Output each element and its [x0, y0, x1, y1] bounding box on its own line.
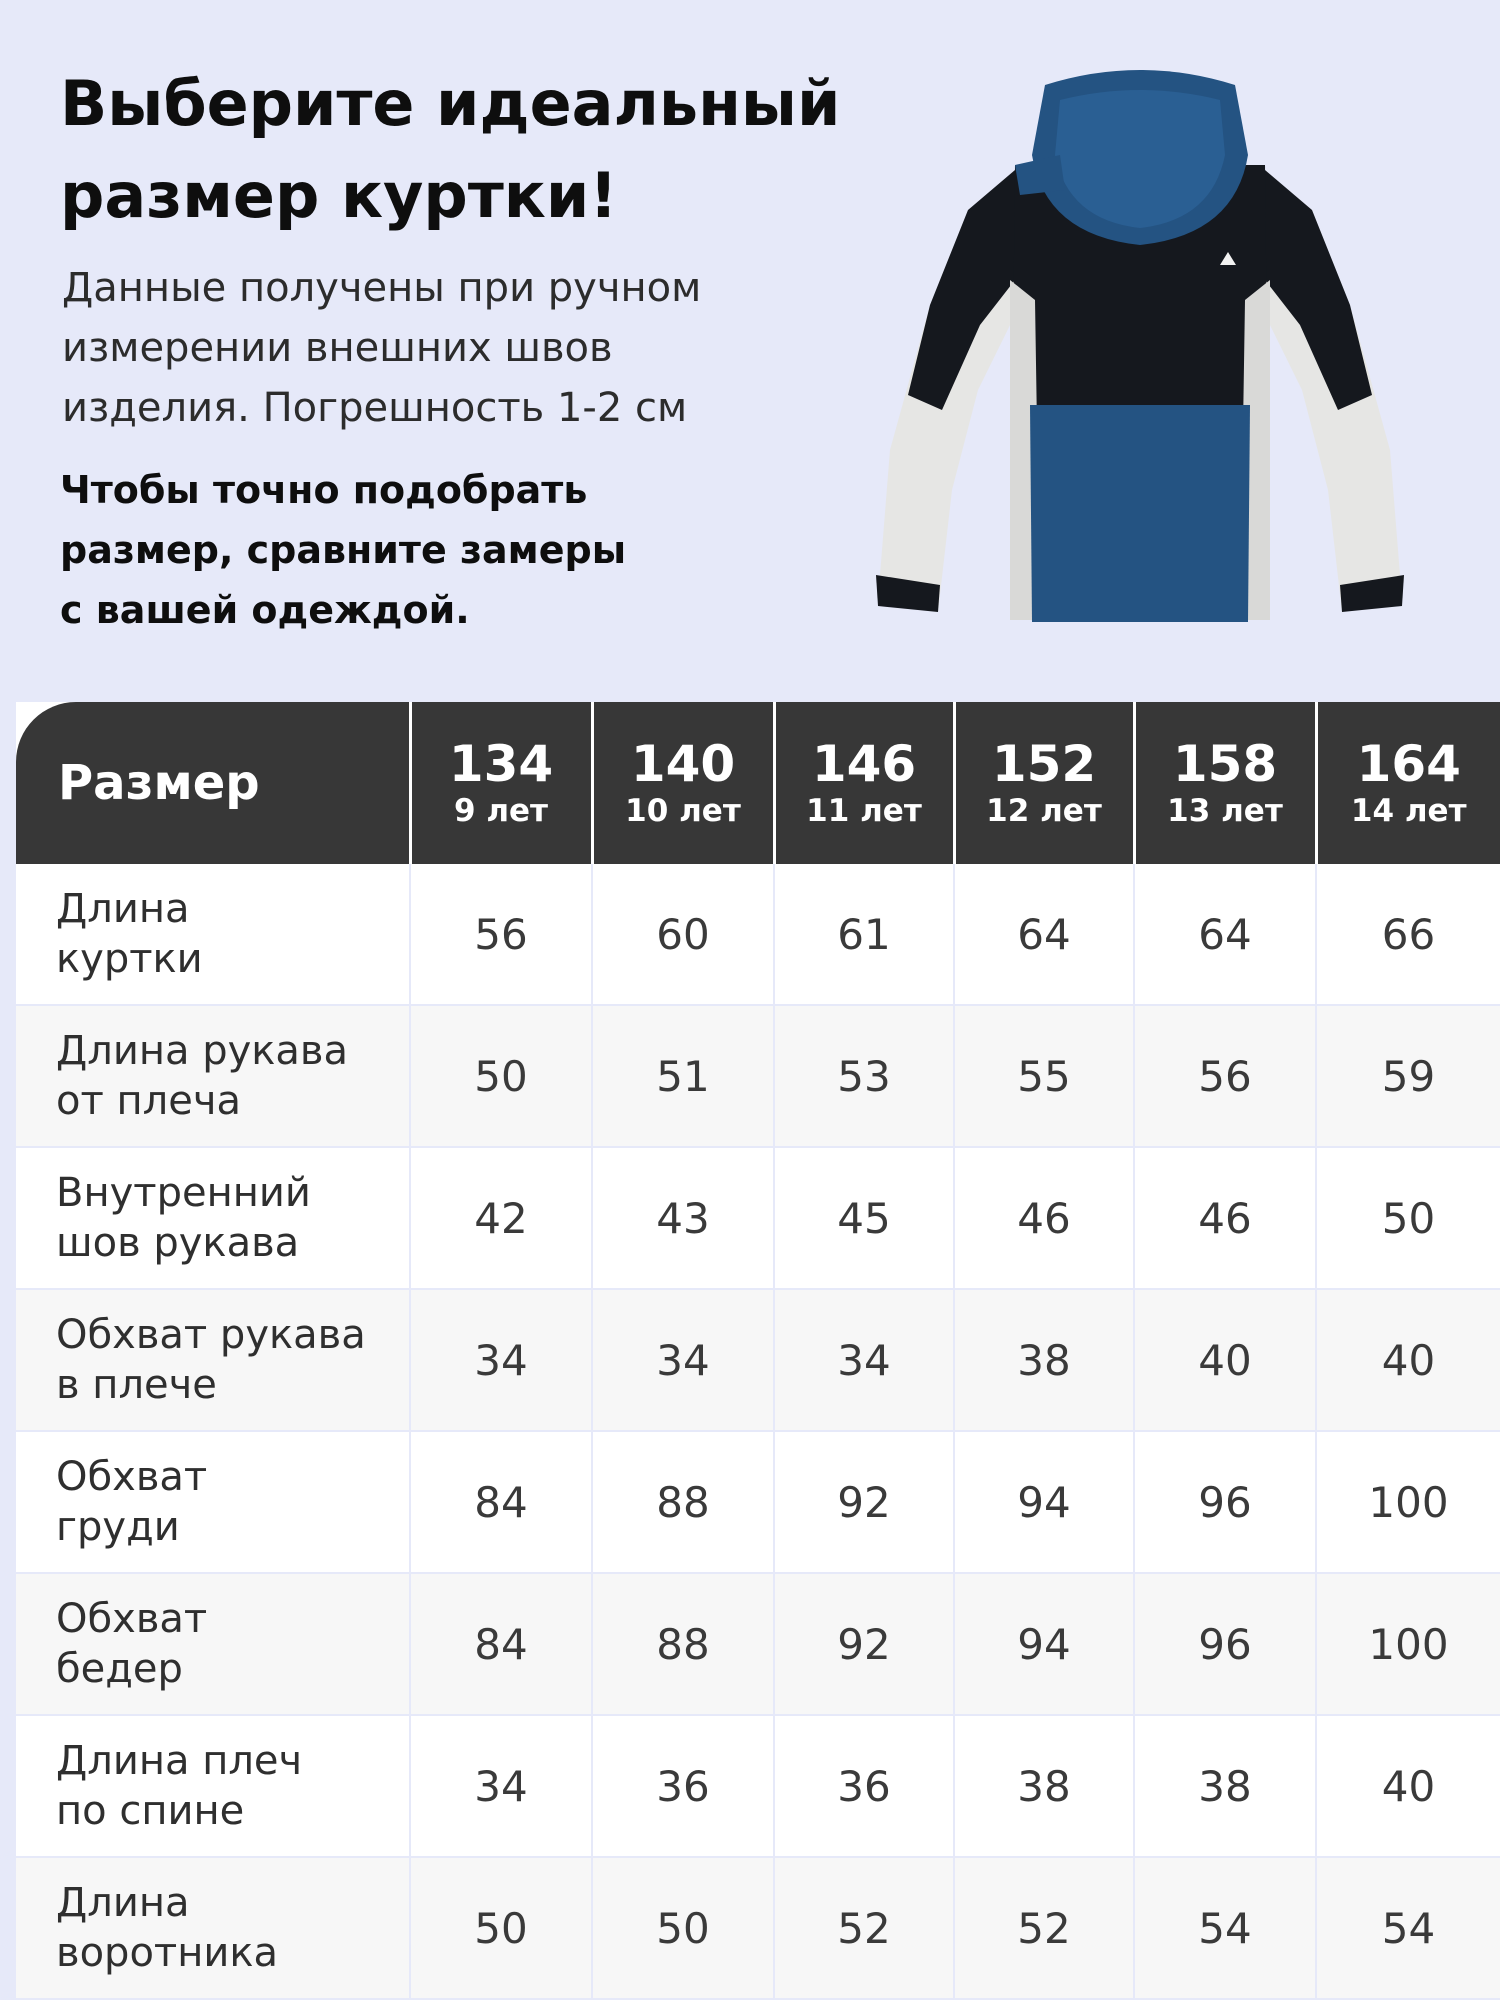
- measurement-label: [16, 1857, 410, 1999]
- fit-advice: [60, 460, 780, 640]
- size-age: 9 лет: [453, 793, 549, 829]
- measurement-value: 59: [1316, 1005, 1500, 1147]
- measurement-label-line: Обхват: [56, 1454, 208, 1500]
- measurement-value: 88: [592, 1573, 774, 1715]
- measurement-value: 51: [592, 1005, 774, 1147]
- measurement-value: 61: [774, 864, 954, 1005]
- measurement-label-line: бедер: [56, 1646, 183, 1692]
- measurement-label-line: Длина: [56, 1880, 190, 1926]
- measurement-label-line: Обхват: [56, 1596, 208, 1642]
- measurement-value: 56: [1134, 1005, 1316, 1147]
- table-row: [16, 1715, 1500, 1857]
- measurement-value: 94: [954, 1573, 1134, 1715]
- size-age: 11 лет: [806, 793, 922, 829]
- measurement-value: 50: [410, 1005, 592, 1147]
- size-value: 134: [448, 735, 554, 793]
- measurement-value: 46: [1134, 1147, 1316, 1289]
- measurement-value: 40: [1316, 1289, 1500, 1431]
- measurement-value: 46: [954, 1147, 1134, 1289]
- measurement-value: 43: [592, 1147, 774, 1289]
- measurement-label-line: Внутренний: [56, 1170, 311, 1216]
- measurement-value: 34: [410, 1715, 592, 1857]
- measurement-value: 34: [592, 1289, 774, 1431]
- jacket-image: [860, 60, 1420, 640]
- measurement-label: [16, 864, 410, 1005]
- size-column-header: [1316, 702, 1500, 864]
- measurement-value: 92: [774, 1573, 954, 1715]
- table-row: [16, 1573, 1500, 1715]
- measurement-value: 36: [774, 1715, 954, 1857]
- size-column-header: [954, 702, 1134, 864]
- measurement-value: 96: [1134, 1431, 1316, 1573]
- measurement-value: 36: [592, 1715, 774, 1857]
- hero-section: [0, 0, 1500, 700]
- measurement-value: 100: [1316, 1431, 1500, 1573]
- measurement-value: 54: [1134, 1857, 1316, 1999]
- size-column-header: [774, 702, 954, 864]
- measurement-label-line: в плече: [56, 1362, 217, 1408]
- measurement-note: [62, 258, 782, 438]
- measurement-label-line: Длина: [56, 886, 190, 932]
- title-line: размер куртки!: [60, 159, 618, 232]
- measurement-value: 52: [774, 1857, 954, 1999]
- measurement-value: 50: [592, 1857, 774, 1999]
- measurement-value: 50: [410, 1857, 592, 1999]
- size-value: 152: [991, 735, 1097, 793]
- size-table-body: [16, 864, 1500, 1999]
- advice-line: Чтобы точно подобрать: [60, 468, 588, 512]
- measurement-value: 84: [410, 1431, 592, 1573]
- measurement-label-line: Длина плеч: [56, 1738, 303, 1784]
- measurement-label-line: Длина рукава: [56, 1028, 349, 1074]
- measurement-value: 40: [1134, 1289, 1316, 1431]
- size-value: 140: [630, 735, 736, 793]
- measurement-value: 56: [410, 864, 592, 1005]
- jacket-shoulder: [1015, 155, 1065, 195]
- size-column-header: [410, 702, 592, 864]
- jacket-lower-panel: [1030, 405, 1250, 622]
- measurement-value: 100: [1316, 1573, 1500, 1715]
- measurement-value: 38: [954, 1715, 1134, 1857]
- measurement-label-line: воротника: [56, 1930, 279, 1976]
- size-chart-table: [16, 702, 1500, 2000]
- measurement-value: 84: [410, 1573, 592, 1715]
- table-row: [16, 1431, 1500, 1573]
- table-row: [16, 864, 1500, 1005]
- measurement-value: 60: [592, 864, 774, 1005]
- note-line: Данные получены при ручном: [62, 265, 702, 311]
- size-header-label: Размер: [16, 702, 410, 864]
- measurement-value: 66: [1316, 864, 1500, 1005]
- measurement-label: [16, 1005, 410, 1147]
- measurement-value: 34: [774, 1289, 954, 1431]
- measurement-label-line: груди: [56, 1504, 180, 1550]
- measurement-value: 64: [954, 864, 1134, 1005]
- measurement-value: 38: [954, 1289, 1134, 1431]
- table-row: [16, 1005, 1500, 1147]
- note-line: изделия. Погрешность 1-2 см: [62, 385, 688, 431]
- size-value: 146: [811, 735, 917, 793]
- size-age: 12 лет: [986, 793, 1102, 829]
- measurement-value: 45: [774, 1147, 954, 1289]
- measurement-value: 55: [954, 1005, 1134, 1147]
- measurement-value: 50: [1316, 1147, 1500, 1289]
- measurement-value: 34: [410, 1289, 592, 1431]
- measurement-value: 92: [774, 1431, 954, 1573]
- measurement-label: [16, 1289, 410, 1431]
- size-column-header: [592, 702, 774, 864]
- advice-line: размер, сравните замеры: [60, 528, 627, 572]
- measurement-value: 54: [1316, 1857, 1500, 1999]
- measurement-value: 96: [1134, 1573, 1316, 1715]
- size-age: 14 лет: [1350, 793, 1467, 829]
- size-age: 13 лет: [1167, 793, 1283, 829]
- note-line: измерении внешних швов: [62, 325, 613, 371]
- measurement-value: 88: [592, 1431, 774, 1573]
- measurement-label-line: куртки: [56, 936, 203, 982]
- measurement-label: [16, 1573, 410, 1715]
- measurement-value: 52: [954, 1857, 1134, 1999]
- page-title: [60, 58, 841, 242]
- table-row: [16, 1857, 1500, 1999]
- advice-line: с вашей одеждой.: [60, 588, 470, 632]
- size-age: 10 лет: [625, 793, 741, 829]
- table-row: [16, 1147, 1500, 1289]
- measurement-label-line: от плеча: [56, 1078, 241, 1124]
- title-line: Выберите идеальный: [60, 67, 841, 140]
- measurement-label: [16, 1715, 410, 1857]
- measurement-label-line: по спине: [56, 1788, 245, 1834]
- size-value: 158: [1172, 735, 1278, 793]
- size-column-header: [1134, 702, 1316, 864]
- measurement-value: 42: [410, 1147, 592, 1289]
- table-row: [16, 1289, 1500, 1431]
- measurement-label: [16, 1431, 410, 1573]
- measurement-value: 38: [1134, 1715, 1316, 1857]
- measurement-value: 64: [1134, 864, 1316, 1005]
- size-value: 164: [1356, 735, 1461, 793]
- measurement-value: 94: [954, 1431, 1134, 1573]
- measurement-value: 40: [1316, 1715, 1500, 1857]
- measurement-label: [16, 1147, 410, 1289]
- measurement-label-line: шов рукава: [56, 1220, 300, 1266]
- measurement-label-line: Обхват рукава: [56, 1312, 366, 1358]
- table-header-row: [16, 702, 1500, 864]
- measurement-value: 53: [774, 1005, 954, 1147]
